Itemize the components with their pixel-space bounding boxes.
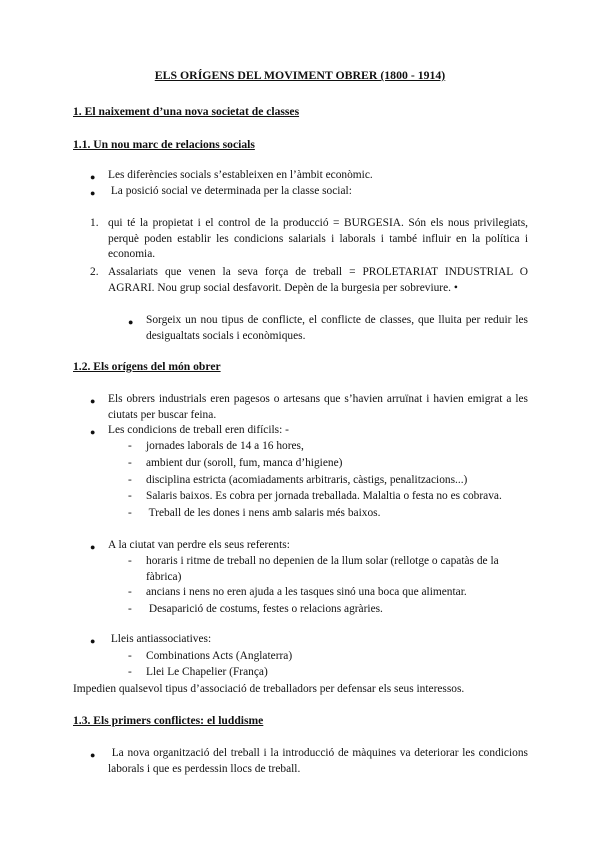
list-number: 2. — [90, 266, 99, 278]
dash-marker: - — [128, 586, 132, 598]
paragraph: Les diferències socials s’estableixen en l’àmbit econòmic. — [108, 169, 373, 181]
section-1-1-heading: 1.1. Un nou marc de relacions socials — [73, 138, 255, 151]
list-item: ambient dur (soroll, fum, manca d’higiene) — [146, 457, 343, 469]
numbered-item: qui té la propietat i el control de la producció = BURGESIA. Són els nous privilegiats, perquè poden establir les condicions salarials i laborals i també influir en la política i economia. — [108, 217, 528, 260]
bullet-icon: ● — [90, 636, 96, 646]
bullet-icon: ● — [90, 188, 96, 198]
bullet-icon: ● — [90, 427, 96, 437]
list-item: ancians i nens no eren ajuda a les tasques sinó una boca que alimentar. — [146, 586, 467, 598]
dash-marker: - — [128, 457, 132, 469]
paragraph: Els obrers industrials eren pagesos o artesans que s’havien arruïnat i havien emigrat a les ciutats per buscar feina. — [108, 393, 528, 421]
paragraph: La posició social ve determinada per la classe social: — [108, 185, 352, 197]
list-item: Treball de les dones i nens amb salaris més baixos. — [146, 507, 381, 519]
list-item: Combinations Acts (Anglaterra) — [146, 650, 293, 662]
dash-marker: - — [128, 474, 132, 486]
section-1-2-heading: 1.2. Els orígens del món obrer — [73, 360, 221, 373]
paragraph: A la ciutat van perdre els seus referents: — [108, 539, 290, 551]
paragraph: Impedien qualsevol tipus d’associació de treballadors per defensar els seus interessos. — [73, 683, 465, 695]
list-number: 1. — [90, 217, 99, 229]
list-item: Desaparició de costums, festes o relacions agràries. — [146, 603, 383, 615]
dash-marker: - — [128, 440, 132, 452]
dash-marker: - — [128, 490, 132, 502]
paragraph: La nova organització del treball i la introducció de màquines va deteriorar les condicions laborals i que es perdessin llocs de treball. — [108, 747, 531, 775]
list-item: Salaris baixos. Es cobra per jornada treballada. Malaltia o festa no es cobrava. — [146, 490, 502, 502]
bullet-icon: ● — [90, 396, 96, 406]
list-item: disciplina estricta (acomiadaments arbitraris, càstigs, penalitzacions...) — [146, 474, 468, 486]
paragraph: Lleis antiassociatives: — [108, 633, 212, 645]
dash-marker: - — [128, 555, 132, 567]
section-1-3-heading: 1.3. Els primers conflictes: el luddisme — [73, 714, 264, 727]
numbered-item: Assalariats que venen la seva força de treball = PROLETARIAT INDUSTRIAL O AGRARI. Nou grup social desfavorit. Depèn de la burgesia per sobreviure. • — [108, 266, 528, 294]
list-item: horaris i ritme de treball no depenien de la llum solar (rellotge o capatàs de la fàbrica) — [146, 555, 499, 583]
bullet-icon: ● — [128, 317, 134, 327]
dash-marker: - — [128, 507, 132, 519]
bullet-icon: ● — [90, 172, 96, 182]
dash-marker: - — [128, 603, 132, 615]
paragraph: Sorgeix un nou tipus de conflicte, el conflicte de classes, que lluita per reduir les desigualtats socials i econòmiques. — [146, 314, 528, 342]
paragraph: Les condicions de treball eren difícils: - — [108, 424, 289, 436]
list-item: Llei Le Chapelier (França) — [146, 666, 268, 678]
section-1-heading: 1. El naixement d’una nova societat de classes — [73, 105, 300, 118]
dash-marker: - — [128, 666, 132, 678]
dash-marker: - — [128, 650, 132, 662]
document-title: ELS ORÍGENS DEL MOVIMENT OBRER (1800 - 1914) — [154, 68, 446, 82]
bullet-icon: ● — [90, 542, 96, 552]
list-item: jornades laborals de 14 a 16 hores, — [146, 440, 304, 452]
bullet-icon: ● — [90, 750, 96, 760]
